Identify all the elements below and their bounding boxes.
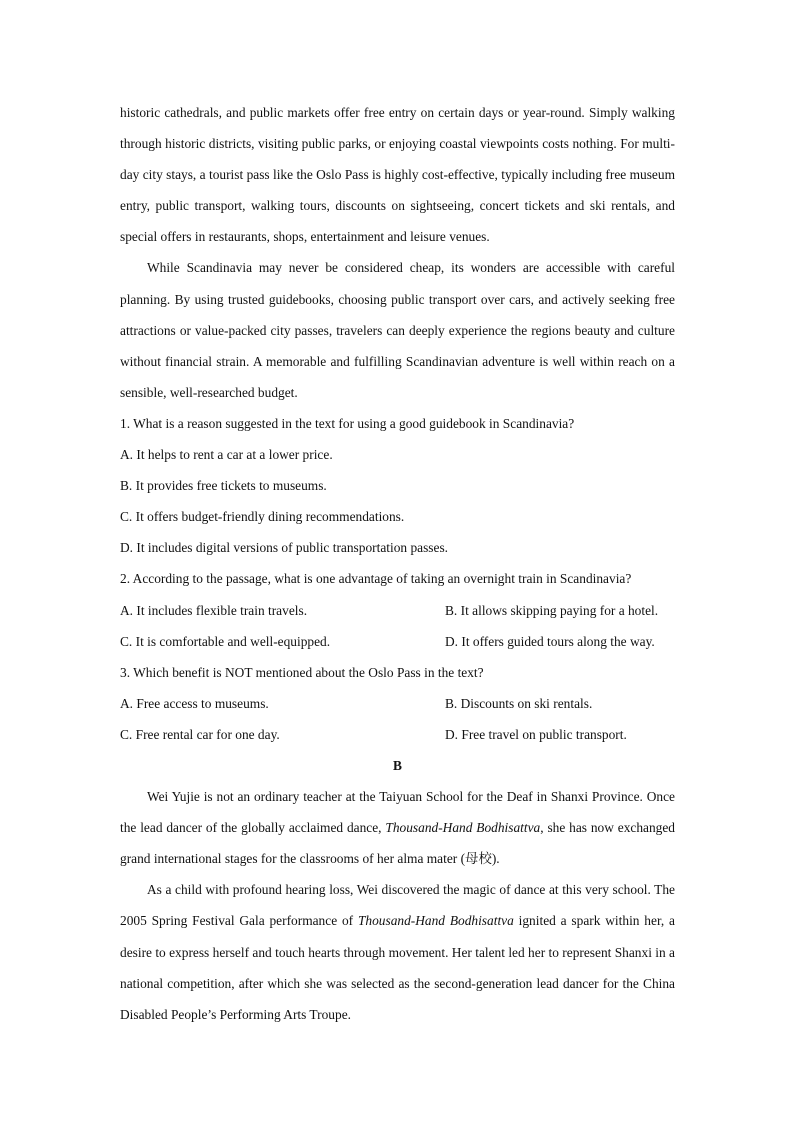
- question-3-options-row-1: [120, 688, 675, 719]
- question-2-options-row-1: [120, 595, 675, 626]
- passage-b-paragraph-1: [120, 781, 675, 874]
- question-2-option-b: B. It allows skipping paying for a hotel.: [445, 602, 659, 618]
- passage-b-paragraph-2-text-start: As a child with profound hearing loss, Wei discovered the magic of dance at this very school. The 2005 Spring Festival Gala performance of: [120, 882, 675, 929]
- question-2-option-c: C. It is comfortable and well-equipped.: [120, 633, 331, 649]
- question-3-option-d: D. Free travel on public transport.: [445, 726, 627, 742]
- question-1-option-c: C. It offers budget-friendly dining recommendations.: [120, 509, 405, 525]
- passage-b-paragraph-2-text-end: ignited a spark within her, a desire to express herself and touch hearts through movement. Her talent led her to represent Shanxi in a national competition, after which she was selected as the second-generation lead dancer for the China Disabled People’s Performing Arts Troupe.: [120, 913, 675, 1022]
- document-page: [120, 97, 675, 1030]
- question-3-options-row-2: [120, 719, 675, 750]
- question-2-option-d: D. It offers guided tours along the way.: [445, 633, 655, 649]
- question-1-option-a: A. It helps to rent a car at a lower price.: [120, 447, 333, 463]
- section-b-heading: B: [393, 757, 402, 773]
- question-2-stem: 2. According to the passage, what is one advantage of taking an overnight train in Scandinavia?: [120, 571, 632, 587]
- question-3-option-a: A. Free access to museums.: [120, 695, 269, 711]
- question-3-option-c: C. Free rental car for one day.: [120, 726, 280, 742]
- question-3-option-b: B. Discounts on ski rentals.: [445, 695, 593, 711]
- question-2-option-a: A. It includes flexible train travels.: [120, 602, 308, 618]
- passage-b-paragraph-1-text-end: , she has now exchanged grand international stages for the classrooms of her alma mater (母校).: [120, 820, 676, 867]
- question-1-option-d: D. It includes digital versions of public transportation passes.: [120, 540, 449, 556]
- passage-b-paragraph-1-text-start: Wei Yujie is not an ordinary teacher at the Taiyuan School for the Deaf in Shanxi Province. Once the lead dancer of the globally acclaimed dance,: [120, 789, 675, 836]
- question-3-stem: 3. Which benefit is NOT mentioned about the Oslo Pass in the text?: [120, 664, 484, 680]
- dance-title: Thousand-Hand Bodhisattva: [385, 820, 541, 836]
- passage-a-paragraph-2: While Scandinavia may never be considered cheap, its wonders are accessible with careful planning. By using trusted guidebooks, choosing public transport over cars, and actively seeking free attractions or value-packed city passes, travelers can deeply experience the regions beauty and culture without financial strain. A memorable and fulfilling Scandinavian adventure is well within reach on a sensible, well-researched budget.: [120, 260, 675, 400]
- question-1-stem: 1. What is a reason suggested in the text for using a good guidebook in Scandinavia?: [120, 415, 575, 431]
- question-2-options-row-2: [120, 626, 675, 657]
- passage-b-paragraph-2: [120, 874, 675, 1029]
- dance-title: Thousand-Hand Bodhisattva: [357, 913, 514, 929]
- passage-a-paragraph-1: historic cathedrals, and public markets offer free entry on certain days or year-round. Simply walking through historic districts, visiting public parks, or enjoying coastal viewpoints costs nothing. For multi-day city stays, a tourist pass like the Oslo Pass is highly cost-effective, typically including free museum entry, public transport, walking tours, discounts on sightseeing, concert tickets and ski rentals, and special offers in restaurants, shops, entertainment and leisure venues.: [120, 105, 675, 245]
- question-1-option-b: B. It provides free tickets to museums.: [120, 478, 327, 494]
